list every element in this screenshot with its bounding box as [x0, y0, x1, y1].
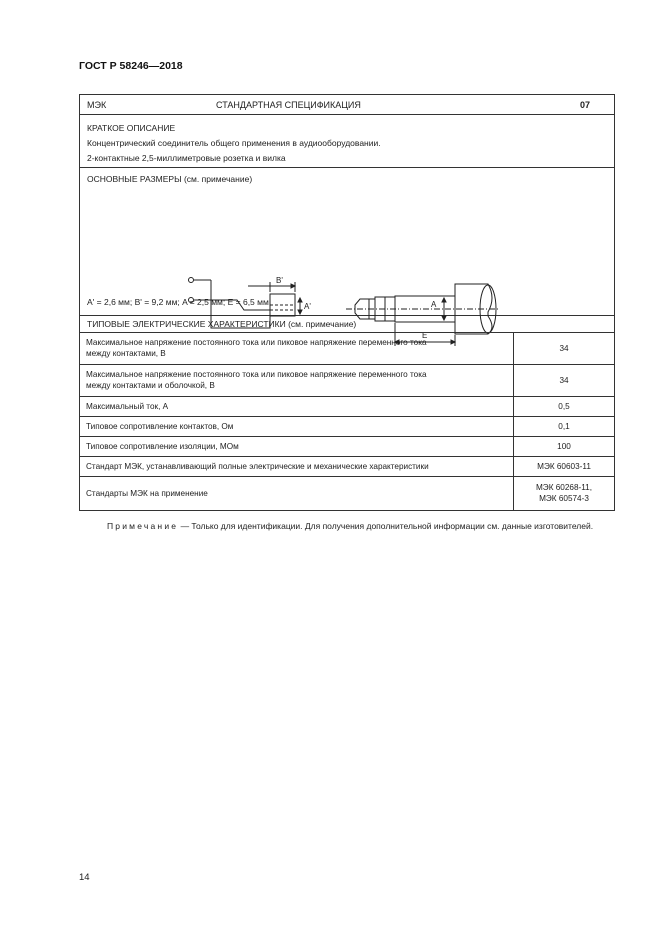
table-row [80, 436, 614, 456]
property-value: 0,5 [514, 396, 615, 416]
electrical-table-row [80, 333, 614, 510]
page-number: 14 [79, 872, 90, 883]
property-label: Максимальное напряжение постоянного тока или пиковое напряжение переменного тока между контактами и оболочкой, В [80, 364, 514, 396]
brief-description-line-1: Концентрический соединитель общего применения в аудиооборудовании. [87, 138, 381, 148]
footnote-text: — Только для идентификации. Для получения дополнительной информации см. данные изготовителей. [178, 521, 594, 531]
table-row [80, 333, 614, 364]
table-row [80, 476, 614, 510]
property-label: Максимальное напряжение постоянного тока или пиковое напряжение переменного тока между контактами, В [80, 333, 514, 364]
spec-number: 07 [579, 100, 590, 110]
property-label: Стандарты МЭК на применение [86, 488, 208, 498]
document-header: ГОСТ Р 58246—2018 [79, 60, 183, 72]
brief-description-title: КРАТКОЕ ОПИСАНИЕ [87, 123, 176, 133]
brief-description-line-2: 2-контактные 2,5-миллиметровые розетка и вилка [87, 153, 286, 163]
table-row [80, 456, 614, 476]
dim-label-e: E [422, 331, 428, 340]
dim-label-a-prime: A' [304, 302, 311, 311]
spec-title: СТАНДАРТНАЯ СПЕЦИФИКАЦИЯ [216, 100, 361, 110]
footnote [79, 519, 615, 534]
property-value: 34 [514, 364, 615, 396]
property-value: 0,1 [514, 416, 615, 436]
property-value: 34 [514, 333, 615, 364]
property-value: МЭК 60268-11, МЭК 60574-3 [514, 476, 615, 510]
dimensions-title: ОСНОВНЫЕ РАЗМЕРЫ (см. примечание) [87, 174, 253, 184]
electrical-title-row: ТИПОВЫЕ ЭЛЕКТРИЧЕСКИЕ ХАРАКТЕРИСТИКИ (см. примечание) [80, 316, 614, 333]
dim-label-b-prime: B' [276, 276, 283, 285]
spec-frame [79, 94, 615, 511]
electrical-characteristics-table [80, 333, 614, 510]
property-label: Максимальный ток, А [80, 396, 514, 416]
property-label: Типовое сопротивление контактов, Ом [80, 416, 514, 436]
property-value: МЭК 60603-11 [514, 456, 615, 476]
footnote-lead: Примечание [107, 521, 179, 531]
table-row [80, 364, 614, 396]
iec-label: МЭК [87, 100, 107, 110]
table-row [80, 396, 614, 416]
property-value: 100 [514, 436, 615, 456]
spec-title-row [80, 95, 614, 115]
brief-description-section [80, 115, 614, 168]
property-label: Стандарт МЭК, устанавливающий полные электрические и механические характеристики [80, 456, 514, 476]
dimensions-values: A' = 2,6 мм; B' = 9,2 мм; A = 2,5 мм; E = 6,5 мм [87, 297, 269, 307]
dim-label-a: A [431, 300, 437, 309]
property-label: Типовое сопротивление изоляции, МОм [80, 436, 514, 456]
table-row [80, 416, 614, 436]
socket-terminal-1 [189, 278, 194, 283]
